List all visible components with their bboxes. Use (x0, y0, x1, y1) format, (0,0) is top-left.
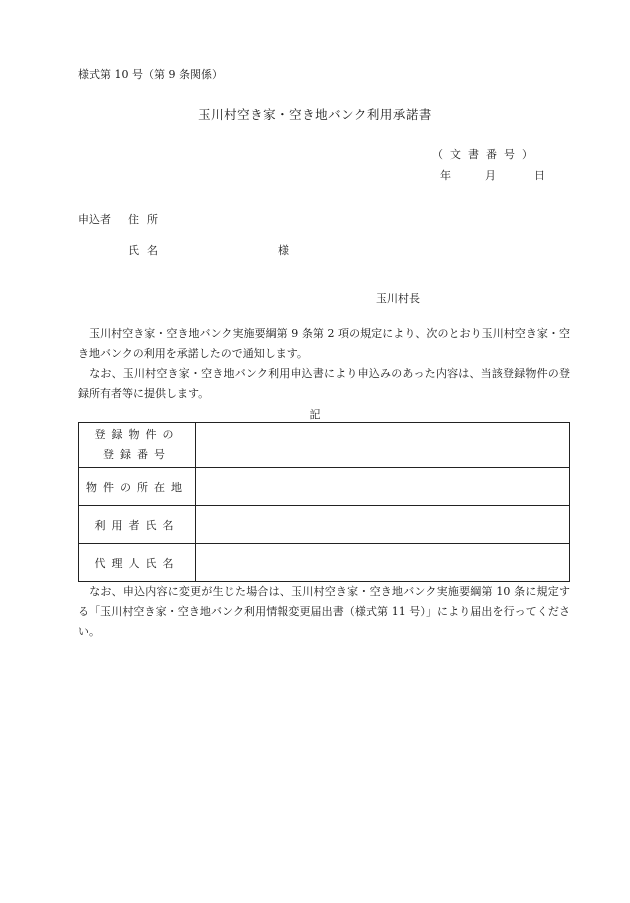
disclosure-paragraph (78, 364, 570, 404)
name-label: 氏名 (128, 244, 166, 257)
registration-number-field[interactable] (196, 423, 570, 468)
honorific: 様 (278, 244, 289, 257)
document-title: 玉川村空き家・空き地バンク利用承諾書 (198, 107, 432, 122)
date-month-label: 月 (485, 169, 496, 182)
agent-name-field[interactable] (196, 544, 570, 582)
registration-number-label (79, 423, 196, 468)
agent-name-label: 代理人氏名 (79, 544, 196, 582)
ki-heading: 記 (309, 408, 321, 421)
property-location-field[interactable] (196, 468, 570, 506)
table-row (79, 506, 570, 544)
user-name-label: 利用者氏名 (79, 506, 196, 544)
table-row (79, 544, 570, 582)
paragraph-indent (78, 327, 89, 340)
paragraph-indent (78, 367, 89, 380)
label-line: 登録番号 (103, 448, 171, 461)
details-table (78, 422, 570, 582)
paragraph-indent (78, 585, 89, 598)
table-row (79, 468, 570, 506)
applicant-label: 申込者 (78, 213, 111, 226)
table-row (79, 423, 570, 468)
document-number-label: （文書番号） (432, 148, 540, 161)
issuer-mayor: 玉川村長 (376, 292, 420, 305)
address-label: 住所 (128, 213, 166, 226)
disclosure-paragraph-text: なお、玉川村空き家・空き地バンク利用申込書により申込みのあった内容は、当該登録物件の登録所有者等に提供します。 (78, 367, 571, 400)
approval-paragraph (78, 324, 570, 364)
change-notice-paragraph-text: なお、申込内容に変更が生じた場合は、玉川村空き家・空き地バンク実施要綱第 10 条に規定する「玉川村空き家・空き地バンク利用情報変更届出書（様式第 11 号）」により届出を行ってください。 (78, 585, 570, 638)
date-year-label: 年 (440, 169, 451, 182)
label-line: 登録物件の (94, 428, 180, 441)
change-notice-paragraph (78, 582, 570, 642)
approval-paragraph-text: 玉川村空き家・空き地バンク実施要綱第 9 条第 2 項の規定により、次のとおり玉川村空き家・空き地バンクの利用を承諾したので通知します。 (78, 327, 571, 360)
date-day-label: 日 (534, 169, 545, 182)
form-number: 様式第 10 号（第 9 条関係） (78, 68, 223, 81)
property-location-label: 物件の所在地 (79, 468, 196, 506)
user-name-field[interactable] (196, 506, 570, 544)
